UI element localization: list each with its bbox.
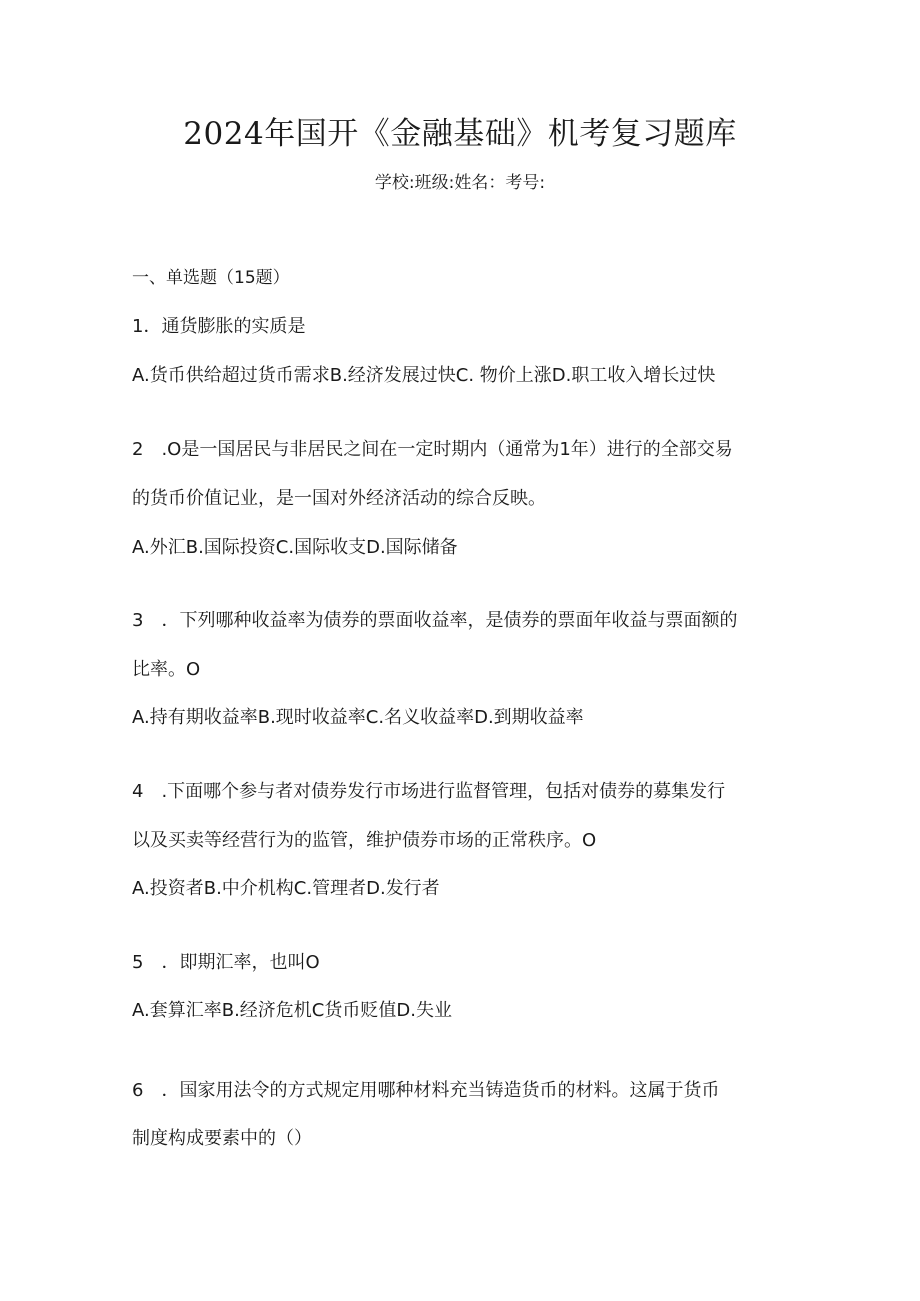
question-2-options: A.外汇B.国际投资C.国际收支D.国际储备 — [132, 537, 458, 558]
student-info-line: 学校:班级:姓名：考号: — [374, 173, 546, 193]
section-heading: 一、单选题（15题） — [132, 268, 290, 288]
question-4-options: A.投资者B.中介机构C.管理者D.发行者 — [132, 878, 440, 899]
question-4-text: 4 .下面哪个参与者对债券发行市场进行监督管理，包括对债券的募集发行 — [132, 781, 726, 802]
question-6-text: 6 ．国家用法令的方式规定用哪种材料充当铸造货币的材料。这属于货币 — [132, 1080, 720, 1101]
question-1-text: 1．通货膨胀的实质是 — [132, 316, 306, 337]
question-1-options: A.货币供给超过货币需求B.经济发展过快C. 物价上涨D.职工收入增长过快 — [132, 365, 716, 386]
question-4-text-cont: 以及买卖等经营行为的监管，维护债券市场的正常秩序。O — [132, 830, 597, 851]
question-2-text-cont: 的货币价值记业，是一国对外经济活动的综合反映。 — [132, 488, 546, 509]
question-3-options: A.持有期收益率B.现时收益率C.名义收益率D.到期收益率 — [132, 707, 584, 728]
document-title: 2024年国开《金融基础》机考复习题库 — [183, 116, 737, 152]
question-5-text: 5 ．即期汇率，也叫O — [132, 952, 320, 973]
question-5-options: A.套算汇率B.经济危机C货币贬值D.失业 — [132, 1000, 452, 1021]
question-3-text: 3 ．下列哪种收益率为债券的票面收益率，是债券的票面年收益与票面额的 — [132, 610, 738, 631]
question-6-text-cont: 制度构成要素中的（） — [132, 1128, 312, 1149]
question-3-text-cont: 比率。O — [132, 659, 201, 680]
question-2-text: 2 .O是一国居民与非居民之间在一定时期内（通常为1年）进行的全部交易 — [132, 439, 733, 460]
